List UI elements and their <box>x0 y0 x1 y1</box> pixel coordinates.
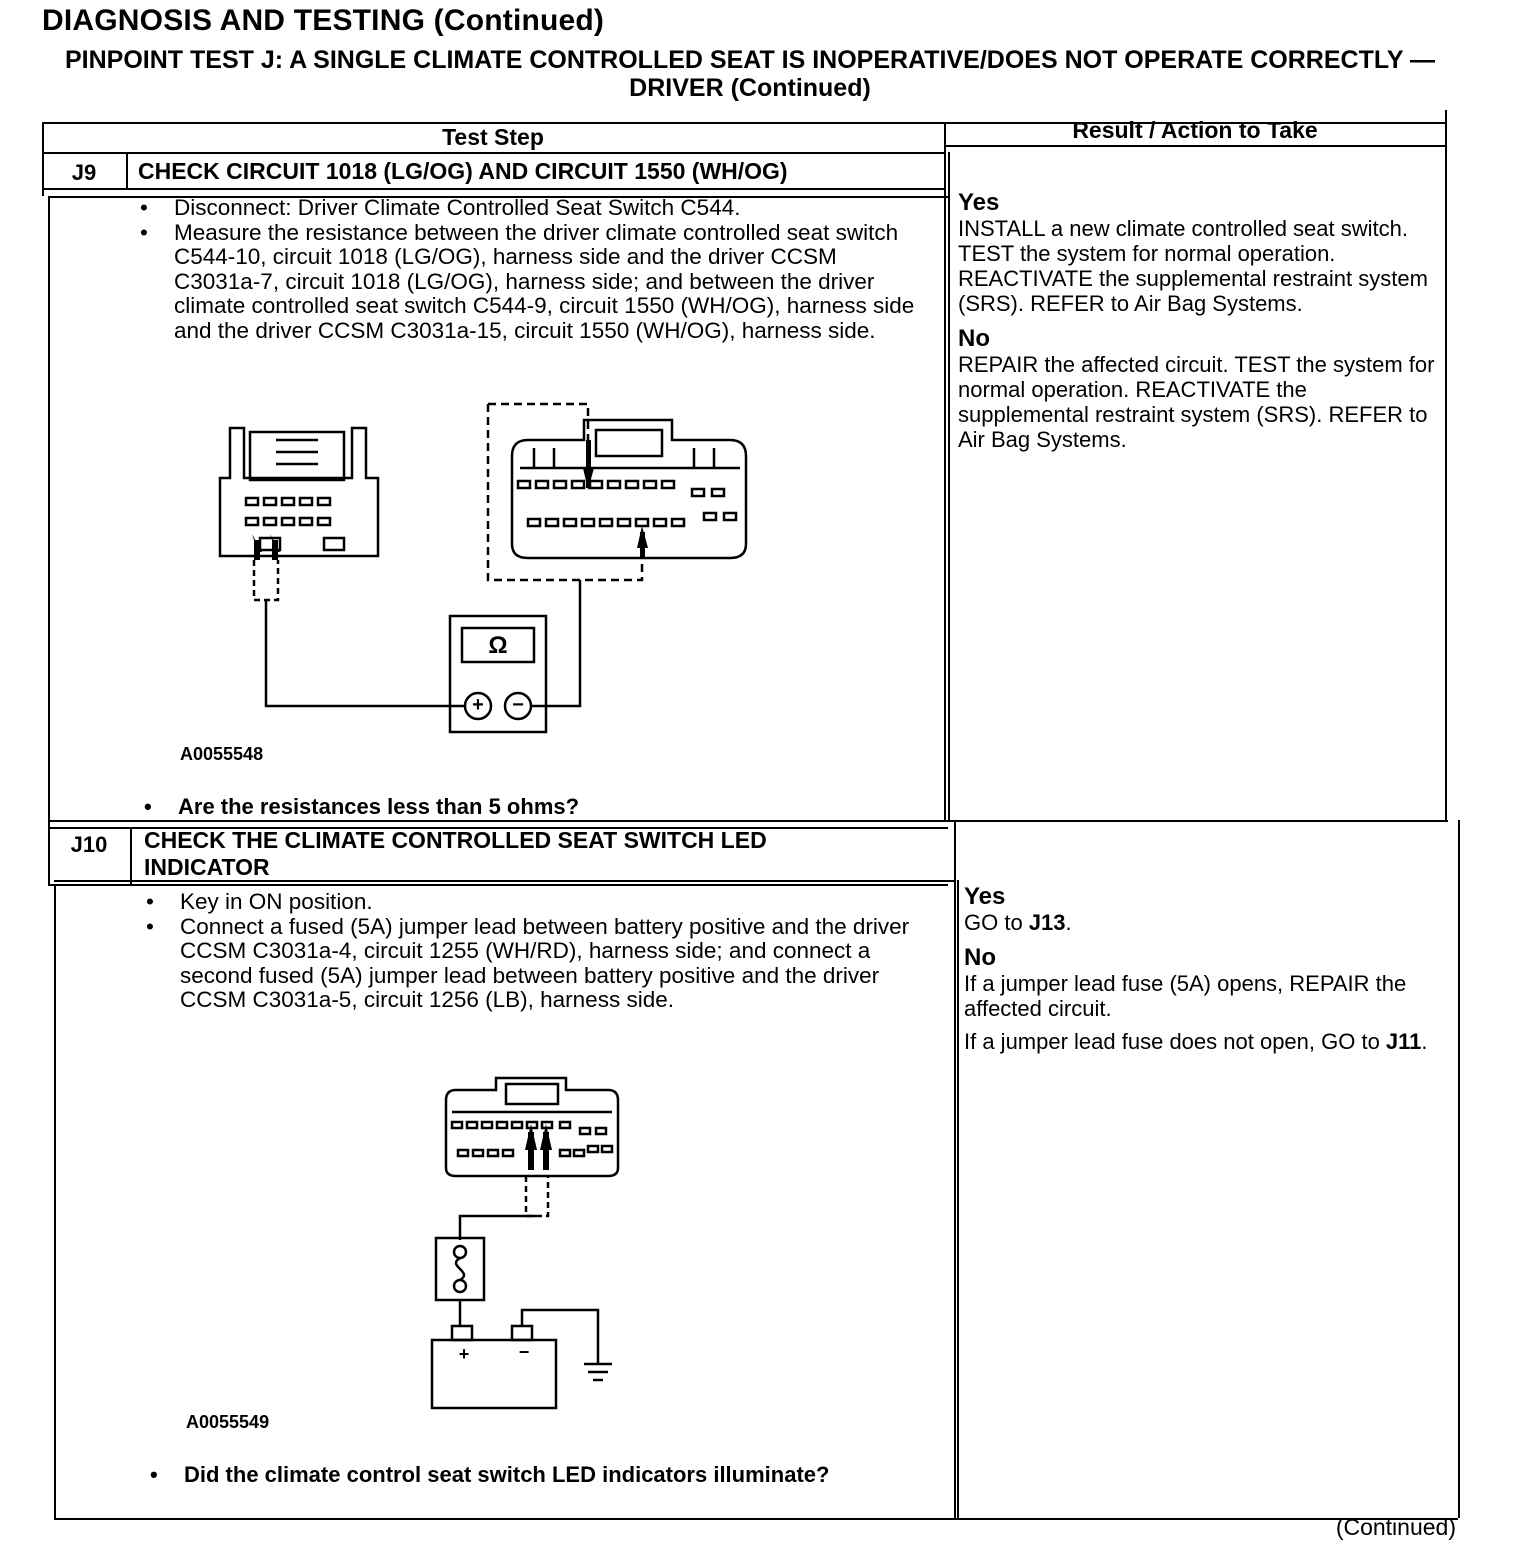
instructions-j9 <box>136 196 926 344</box>
header-result: Result / Action to Take <box>1072 117 1318 143</box>
step-ref-j13[interactable]: J13 <box>1028 910 1066 935</box>
results-j10 <box>964 884 1448 1054</box>
instruction-item: • Disconnect: Driver Climate Controlled Seat Switch C544. <box>136 196 926 221</box>
section-title: DIAGNOSIS AND TESTING (Continued) <box>42 4 605 37</box>
results-j9 <box>958 190 1438 452</box>
header-test-step: Test Step <box>442 124 544 150</box>
step-ref-j11[interactable]: J11 <box>1385 1029 1422 1054</box>
result-yes-label: Yes <box>958 189 1000 216</box>
step-id-j10: J10 <box>70 832 108 857</box>
step-title-j10: CHECK THE CLIMATE CONTROLLED SEAT SWITCH LED INDICATOR <box>144 827 767 880</box>
meter-minus-terminal: − <box>512 694 524 716</box>
figure-id-j10: A0055549 <box>186 1412 270 1432</box>
figure-id-j9: A0055548 <box>180 744 264 764</box>
instructions-j10 <box>142 890 922 1013</box>
instruction-item: • Key in ON position. <box>142 890 922 915</box>
result-yes-label: Yes <box>964 883 1006 910</box>
question-j9: • Are the resistances less than 5 ohms? <box>140 794 579 819</box>
step-id-j9: J9 <box>71 160 97 185</box>
result-no-text-2: If a jumper lead fuse does not open, GO to J11. <box>964 1029 1428 1054</box>
pinpoint-test-title: PINPOINT TEST J: A SINGLE CLIMATE CONTROLLED SEAT IS INOPERATIVE/DOES NOT OPERATE CORRECTLY — DRIVER (Continued) <box>64 46 1435 102</box>
result-no-text: If a jumper lead fuse (5A) opens, REPAIR the affected circuit. <box>964 971 1407 1021</box>
result-yes-text: GO to J13. <box>964 910 1072 935</box>
battery-positive-terminal: + <box>458 1344 470 1364</box>
meter-plus-terminal: + <box>472 694 484 716</box>
continued-footer: (Continued) <box>1335 1514 1456 1540</box>
result-no-text: REPAIR the affected circuit. TEST the system for normal operation. REACTIVATE the supplemental restraint system (SRS). REFER to Air Bag Systems. <box>958 352 1435 452</box>
step-title-j9: CHECK CIRCUIT 1018 (LG/OG) AND CIRCUIT 1550 (WH/OG) <box>138 158 788 184</box>
ohm-symbol: Ω <box>488 632 508 659</box>
instruction-item: • Measure the resistance between the driver climate controlled seat switch C544-10, circuit 1018 (LG/OG), harness side and the driver CCSM C3031a-7, circuit 1018 (LG/OG), harness side; and between the driver climate controlled seat switch C544-9, circuit 1550 (WH/OG), harness side and the driver CCSM C3031a-15, circuit 1550 (WH/OG), harness side. <box>136 221 926 344</box>
result-no-label: No <box>958 325 990 352</box>
result-yes-text: INSTALL a new climate controlled seat switch. TEST the system for normal operation. REACTIVATE the supplemental restraint system (SRS). REFER to Air Bag Systems. <box>958 216 1428 316</box>
battery-negative-terminal: − <box>518 1342 530 1362</box>
instruction-item: • Connect a fused (5A) jumper lead between battery positive and the driver CCSM C3031a-4, circuit 1255 (WH/RD), harness side; and connect a second fused (5A) jumper lead between battery positive and the driver CCSM C3031a-5, circuit 1256 (LB), harness side. <box>142 915 922 1013</box>
question-j10: • Did the climate control seat switch LED indicators illuminate? <box>146 1462 924 1487</box>
result-no-label: No <box>964 944 996 971</box>
